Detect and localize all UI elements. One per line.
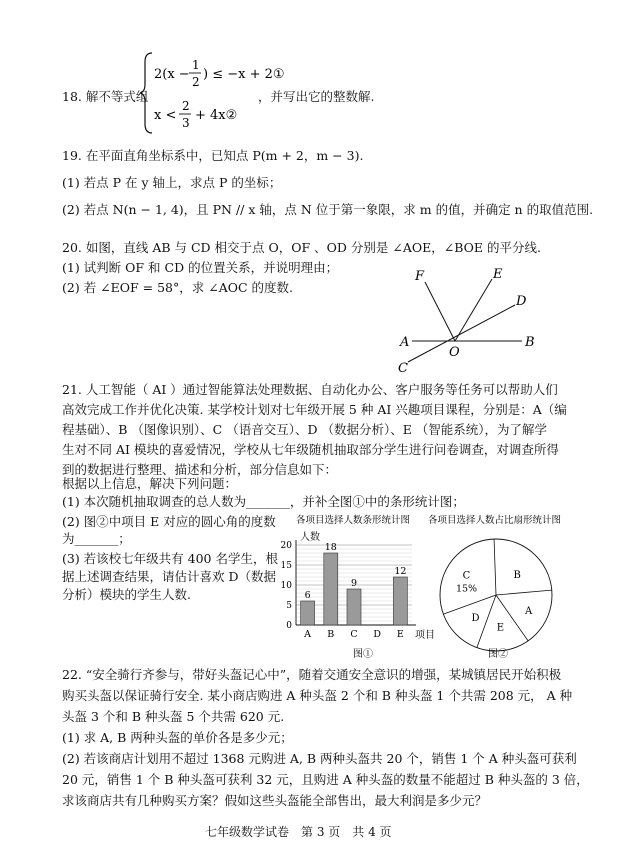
pie-chart-sector-boundary xyxy=(443,595,496,614)
bar-chart-data-label: 9 xyxy=(350,578,358,589)
bar-chart-caption: 图① xyxy=(353,649,373,660)
pie-chart-sector-boundary xyxy=(496,595,528,641)
pie-chart-sector-boundary xyxy=(477,595,496,648)
q22-part2-line-3: 求该商店共有几种购买方案？假如这些头盔能全部售出，最大利润是多少元？ xyxy=(62,793,488,808)
q21-part3-line-3: 分析）模块的学生人数. xyxy=(62,587,191,602)
bar-chart-xlabel: 项目 xyxy=(415,630,435,641)
pie-chart-title: 各项目选择人数占比扇形统计图 xyxy=(428,515,562,526)
q21-line-5: 到的数据进行整理、描述和分析，部分信息如下： xyxy=(62,462,338,477)
ineq2-left: x < xyxy=(154,108,177,123)
q20-part2: (2) 若 ∠EOF = 58°，求 ∠AOC 的度数. xyxy=(62,280,293,295)
bar-chart-data-label: 12 xyxy=(394,566,407,577)
bar-chart-ylabel: 人数 xyxy=(300,532,320,543)
q22-line-2: 购买头盔以保证骑行安全. 某小商店购进 A 种头盔 2 个和 B 种头盔 1 个共需 208 元， A 种 xyxy=(62,688,573,703)
ineq2-den: 3 xyxy=(182,116,190,130)
ineq1-left: 2(x − xyxy=(154,67,190,82)
label-D: D xyxy=(516,294,527,309)
q22-line-3: 头盔 3 个和 B 种头盔 5 个共需 620 元. xyxy=(62,709,285,724)
q20-stem: 20. 如图，直线 AB 与 CD 相交于点 O，OF 、OD 分别是 ∠AOE，∠BOE 的平分线. xyxy=(62,240,541,255)
q18-suffix: ，并写出它的整数解. xyxy=(258,89,375,104)
q20-part1: (1) 试判断 OF 和 CD 的位置关系，并说明理由； xyxy=(62,260,339,275)
label-O: O xyxy=(449,345,460,360)
q22-line-1: 22. “安全骑行齐参与，带好头盔记心中”，随着交通安全意识的增强，某城镇居民开始积极 xyxy=(62,667,562,682)
pie-chart-sector-label: A xyxy=(525,606,533,618)
bar-chart-category-label: D xyxy=(373,629,382,640)
q22-part1: (1) 求 A, B 两种头盔的单价各是多少元； xyxy=(62,730,293,745)
q21-part3-line-2: 据上述调查结果，请估计喜欢 D（数据 xyxy=(62,569,276,584)
bar-chart xyxy=(272,510,442,665)
ineq1-right: ) ≤ −x + 2① xyxy=(203,67,285,82)
label-A: A xyxy=(400,335,410,350)
q21-line-2: 高效完成工作并优化决策. 某学校计划对七年级开展 5 种 AI 兴趣项目课程，分别是：A（编 xyxy=(62,402,567,417)
bar-chart-ytick: 15 xyxy=(280,561,292,571)
pie-chart-sector-boundary xyxy=(496,590,552,595)
pie-chart-sector-label: E xyxy=(496,622,505,634)
bar-chart-ytick: 0 xyxy=(286,621,292,631)
line-CD xyxy=(408,305,515,362)
q20-geometry-figure xyxy=(390,262,550,377)
bar-chart-bar xyxy=(324,553,338,625)
pie-chart-sector-label: C xyxy=(462,570,471,582)
bar-chart-category-label: E xyxy=(396,629,404,640)
bar-chart-category-label: B xyxy=(327,629,335,640)
bar-chart-category-label: C xyxy=(350,629,358,640)
ineq2-num: 2 xyxy=(182,99,190,113)
q21-line-1: 21. 人工智能（ AI ）通过智能算法处理数据、自动化办公、客户服务等任务可以帮助人们 xyxy=(62,382,558,397)
q21-line-6: 根据以上信息，解决下列问题： xyxy=(62,476,238,491)
q19-part2: (2) 若点 N(n − 1, 4)，且 PN // x 轴，点 N 位于第一象限，求 m 的值，并确定 n 的取值范围. xyxy=(62,202,594,217)
bar-chart-ytick: 20 xyxy=(280,541,292,551)
q21-part1: (1) 本次随机抽取调查的总人数为_______，并补全图①中的条形统计图； xyxy=(62,494,465,509)
left-brace-icon xyxy=(140,53,152,133)
label-E: E xyxy=(493,267,503,282)
bar-chart-bar xyxy=(393,577,407,625)
page-footer: 七年级数学试卷 第 3 页 共 4 页 xyxy=(205,825,392,839)
ineq1-num: 1 xyxy=(192,58,200,72)
q21-part3-line-1: (3) 若该校七年级共有 400 名学生，根 xyxy=(62,551,278,566)
bar-chart-category-label: A xyxy=(304,629,312,640)
q19-stem: 19. 在平面直角坐标系中，已知点 P(m + 2，m − 3). xyxy=(62,148,364,163)
q21-part2-line-2: 为_______； xyxy=(62,531,131,546)
bar-chart-ytick: 5 xyxy=(286,601,292,611)
pie-chart-caption: 图② xyxy=(488,649,508,660)
bar-chart-bar xyxy=(301,601,315,625)
bar-chart-data-label: 18 xyxy=(324,542,337,553)
q21-line-3: 程基础）、B （图像识别）、C （语音交互）、D （数据分析）、E （智能系统），为了解学 xyxy=(62,422,548,437)
q22-part2-line-2: 20 元，销售 1 个 B 种头盔可获利 32 元，且购进 A 种头盔的数量不能超过 B 种头盔的 3 倍， xyxy=(62,772,589,787)
label-B: B xyxy=(525,335,535,350)
bar-chart-ytick: 10 xyxy=(280,581,292,591)
q21-part2-line-1: (2) 图②中项目 E 对应的圆心角的度数 xyxy=(62,514,276,529)
label-C: C xyxy=(398,361,408,376)
pie-chart xyxy=(424,510,574,665)
pie-chart-percent-label: 15% xyxy=(455,583,478,595)
ineq2-right: + 4x② xyxy=(195,108,238,123)
q18-prefix: 18. 解不等式组 xyxy=(62,89,149,104)
pie-chart-sector-label: D xyxy=(471,612,480,624)
q21-line-4: 生对不同 AI 模块的喜爱情况，学校从七年级随机抽取部分学生进行问卷调查，对调查所得 xyxy=(62,442,559,457)
q19-part1: (1) 若点 P 在 y 轴上，求点 P 的坐标； xyxy=(62,175,282,190)
bar-chart-bar xyxy=(347,589,361,625)
label-F: F xyxy=(415,269,425,284)
q22-part2-line-1: (2) 若该商店计划用不超过 1368 元购进 A, B 两种头盔共 20 个，销售 1 个 A 种头盔可获利 xyxy=(62,751,577,766)
bar-chart-data-label: 6 xyxy=(304,590,311,601)
ineq1-den: 2 xyxy=(192,75,200,89)
pie-chart-sector-label: B xyxy=(513,569,521,581)
bar-chart-title: 各项目选择人数条形统计图 xyxy=(296,515,411,526)
ray-OE xyxy=(455,279,492,341)
pie-chart-sector-boundary xyxy=(494,539,496,595)
ray-OF xyxy=(425,282,455,341)
